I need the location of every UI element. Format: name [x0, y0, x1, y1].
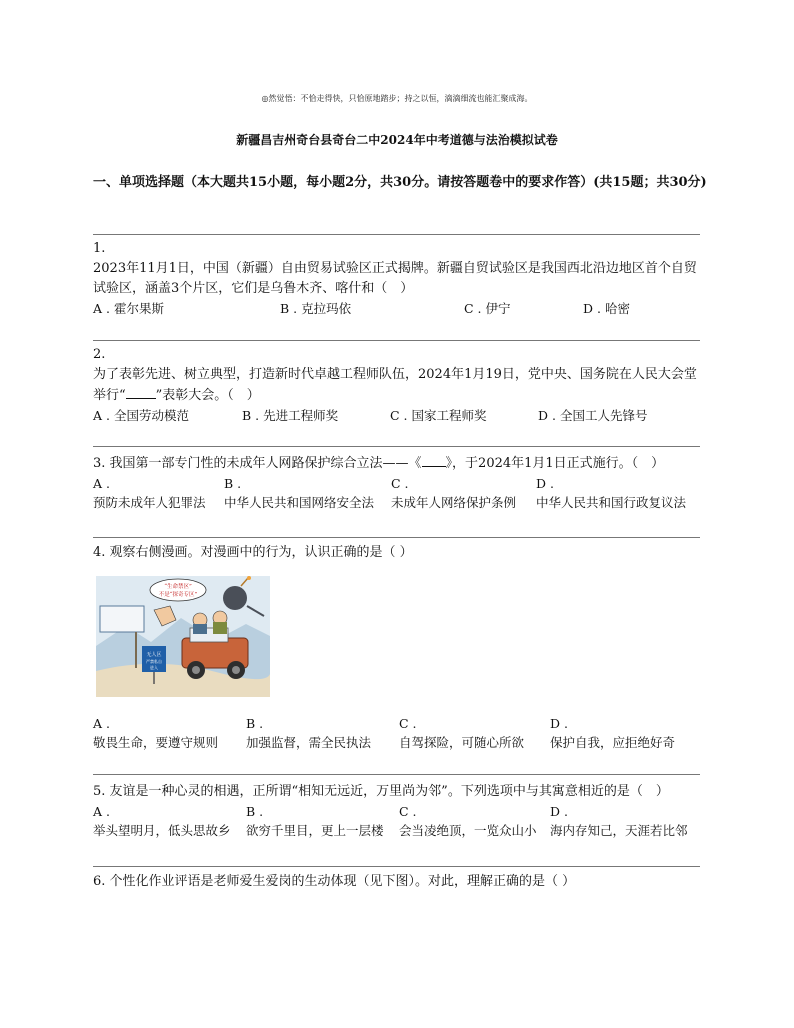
section-heading: 一、单项选择题（本大题共15小题，每小题2分，共30分。请按答题卷中的要求作答）(共15题；共30分): [93, 175, 707, 190]
option-row: [93, 802, 708, 842]
sign-line-2: 严禁私自: [146, 659, 162, 664]
motto: ◎然觉悟：不恰走得快，只恰原地踏步；持之以恒，滴滴细流也能汇聚成海。: [261, 94, 533, 103]
option-a[interactable]: A . 举头望明月，低头思故乡: [93, 804, 231, 838]
page-title: 新疆昌吉州奇台县奇台二中2024年中考道德与法治模拟试卷: [236, 133, 558, 147]
option-d[interactable]: D . 中华人民共和国行政复议法: [536, 476, 687, 510]
option-b[interactable]: B . 克拉玛依: [280, 301, 352, 316]
option-d[interactable]: D . 海内存知己，天涯若比邻: [550, 804, 688, 838]
question-4-options: [93, 714, 708, 754]
divider: [93, 866, 700, 867]
question-4: [93, 543, 708, 563]
option-d[interactable]: D . 哈密: [583, 301, 630, 316]
option-d[interactable]: D . 全国工人先锋号: [538, 408, 648, 423]
divider: [93, 340, 700, 341]
option-row: [93, 299, 708, 319]
divider: [93, 234, 700, 235]
question-6: [93, 872, 708, 892]
option-b[interactable]: B . 中华人民共和国网络安全法: [224, 476, 375, 510]
option-c[interactable]: C . 未成年人网络保护条例: [391, 476, 517, 510]
question-stem: 4. 观察右侧漫画。对漫画中的行为，认识正确的是（ ）: [93, 545, 413, 560]
option-a[interactable]: A . 全国劳动模范: [93, 408, 189, 423]
sign-line-3: 进入: [150, 665, 158, 670]
option-a[interactable]: A . 敬畏生命，要遵守规则: [93, 716, 219, 750]
option-c[interactable]: C . 会当凌绝顶，一览众山小: [399, 804, 537, 838]
option-b[interactable]: B . 先进工程师奖: [242, 408, 339, 423]
question-stem: 3. 我国第一部专门性的未成年人网路保护综合立法——《 》，于2024年1月1日正式施行。（ ）: [93, 453, 708, 474]
bubble-line-1: “生命禁区”: [164, 584, 192, 590]
question-number: 2.: [93, 347, 106, 362]
question-2: [93, 345, 708, 426]
option-row: [93, 474, 708, 514]
option-b[interactable]: B . 加强监督，需全民执法: [246, 716, 372, 750]
divider: [93, 774, 700, 775]
question-stem: 为了表彰先进、树立典型，打造新时代卓越工程师队伍，2024年1月19日，党中央、国务院在人民大会堂举行“ ”表彰大会。（ ）: [93, 367, 697, 403]
sign-line-1: 无人区: [146, 652, 162, 658]
option-b[interactable]: B . 欲穷千里目，更上一层楼: [246, 804, 384, 838]
bubble-line-2: 不是“探奇专区”: [158, 592, 198, 598]
question-stem: 6. 个性化作业评语是老师爱生爱岗的生动体现（见下图）。对此，理解正确的是（ ）: [93, 874, 576, 889]
option-a[interactable]: A . 霍尔果斯: [93, 301, 164, 316]
divider: [93, 537, 700, 538]
answer-blank: [126, 385, 156, 399]
divider: [93, 446, 700, 447]
question-3: [93, 453, 708, 514]
question-number: 1.: [93, 241, 106, 256]
option-d[interactable]: D . 保护自我，应拒绝好奇: [550, 716, 676, 750]
option-c[interactable]: C . 自驾探险，可随心所欲: [399, 716, 525, 750]
question-5: [93, 782, 708, 842]
option-c[interactable]: C . 国家工程师奖: [390, 408, 487, 423]
question-stem: 2023年11月1日，中国（新疆）自由贸易试验区正式揭牌。新疆自贸试验区是我国西北沿边地区首个自贸试验区，涵盖3个片区，它们是乌鲁木齐、喀什和（ ）: [93, 261, 697, 296]
option-row: [93, 714, 708, 754]
option-a[interactable]: A . 预防未成年人犯罪法: [93, 476, 206, 510]
question-1: [93, 239, 708, 319]
option-row: [93, 406, 708, 426]
answer-blank: [422, 453, 446, 467]
question-stem: 5. 友谊是一种心灵的相遇，正所谓“相知无远近，万里尚为邻”。下列选项中与其寓意相近的是（ ）: [93, 784, 669, 799]
option-c[interactable]: C . 伊宁: [464, 301, 511, 316]
cartoon-image: [96, 576, 270, 697]
